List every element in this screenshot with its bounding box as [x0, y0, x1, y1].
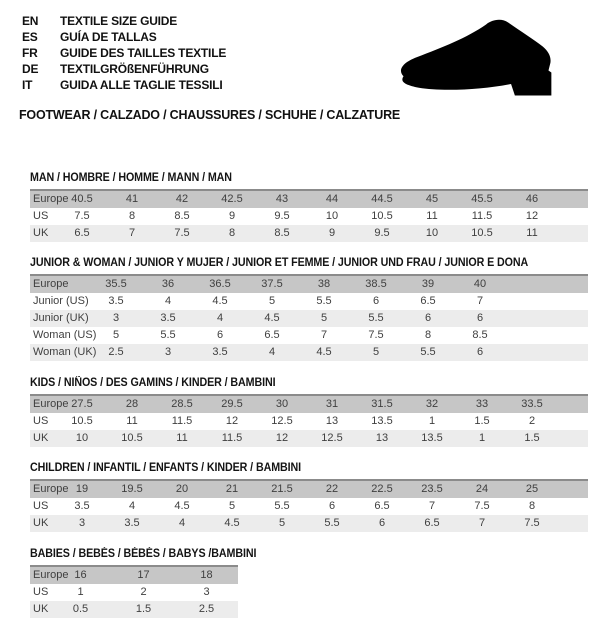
size-cell: 11 — [176, 432, 188, 444]
size-cell: 10 — [75, 432, 89, 444]
size-cell: 3.5 — [108, 295, 124, 307]
table-row — [30, 344, 588, 361]
size-cell: 31 — [325, 398, 339, 410]
row-spacer — [557, 481, 588, 498]
section-children — [30, 458, 588, 532]
size-cell: 7.5 — [74, 210, 90, 222]
size-cell: 38.5 — [365, 278, 387, 290]
size-cell: 37.5 — [261, 278, 283, 290]
language-label: GUIDA ALLE TAGLIE TESSILI — [60, 78, 223, 92]
row-spacer — [506, 293, 588, 310]
language-row — [22, 29, 226, 45]
size-cell: 13.5 — [371, 415, 393, 427]
table-row — [30, 515, 588, 532]
size-cell: 21.5 — [271, 483, 293, 495]
language-code: EN — [22, 14, 39, 28]
size-cell: 7 — [320, 329, 328, 341]
size-cell: 10 — [425, 227, 439, 239]
size-cell: 5 — [112, 329, 120, 341]
size-cell: 36 — [161, 278, 175, 290]
section-title-kids: KIDS / NIÑOS / DES GAMINS / KINDER / BAMBINI — [30, 377, 276, 389]
size-cell: 28 — [125, 398, 139, 410]
size-cell: 20 — [175, 483, 189, 495]
size-cell: 43 — [275, 193, 289, 205]
row-spacer — [557, 413, 588, 430]
size-cell: 10.5 — [71, 415, 93, 427]
size-cell: 12.5 — [271, 415, 293, 427]
size-cell: 3 — [203, 586, 210, 598]
size-cell: 28.5 — [171, 398, 193, 410]
table-row — [30, 327, 588, 344]
size-cell: 1 — [77, 586, 84, 598]
size-cell: 36.5 — [209, 278, 231, 290]
size-cell: 5.5 — [368, 312, 384, 324]
size-cell: 8 — [228, 227, 236, 239]
row-spacer — [557, 430, 588, 447]
row-spacer — [557, 225, 588, 242]
section-title-man: MAN / HOMBRE / HOMME / MANN / MAN — [30, 172, 232, 184]
table-header-row — [30, 481, 588, 498]
size-cell: 3 — [112, 312, 120, 324]
row-label: Junior (US) — [33, 295, 89, 307]
row-label: UK — [33, 603, 49, 615]
size-cell: 5.5 — [324, 517, 340, 529]
language-label: GUÍA DE TALLAS — [60, 30, 157, 44]
language-row — [22, 13, 226, 29]
size-cell: 3.5 — [212, 346, 228, 358]
dress-shoe-icon — [392, 14, 584, 104]
size-table-children — [30, 479, 588, 532]
size-cell: 8.5 — [472, 329, 488, 341]
size-cell: 39 — [421, 278, 435, 290]
size-cell: 22 — [325, 483, 339, 495]
size-cell: 11 — [426, 210, 438, 222]
table-header-row — [30, 396, 588, 413]
row-label: Europe — [33, 398, 69, 410]
table-row — [30, 601, 238, 618]
size-cell: 31.5 — [371, 398, 393, 410]
size-cell: 10.5 — [371, 210, 393, 222]
row-spacer — [506, 327, 588, 344]
row-label: UK — [33, 227, 49, 239]
language-label: GUIDE DES TAILLES TEXTILE — [60, 46, 227, 60]
row-label: UK — [33, 432, 49, 444]
row-label: US — [33, 210, 49, 222]
size-cell: 7 — [476, 295, 484, 307]
row-spacer — [506, 344, 588, 361]
row-label: US — [33, 500, 49, 512]
language-row — [22, 61, 226, 77]
table-row — [30, 413, 588, 430]
size-cell: 5 — [278, 517, 286, 529]
size-cell: 3.5 — [160, 312, 176, 324]
row-label: Woman (UK) — [33, 346, 97, 358]
size-cell: 3.5 — [124, 517, 140, 529]
size-cell: 4.5 — [224, 517, 240, 529]
section-title-babies: BABIES / BEBÉS / BÉBÉS / BABYS /BAMBINI — [30, 548, 257, 560]
language-label: TEXTILGRÖßENFÜHRUNG — [60, 62, 209, 76]
size-cell: 12.5 — [321, 432, 343, 444]
size-cell: 5.5 — [274, 500, 290, 512]
row-label: Woman (US) — [33, 329, 97, 341]
row-label: Europe — [33, 483, 69, 495]
row-label: Europe — [33, 278, 69, 290]
size-cell: 7 — [478, 517, 486, 529]
size-cell: 11.5 — [471, 210, 493, 222]
size-cell: 10.5 — [121, 432, 143, 444]
size-cell: 10.5 — [471, 227, 493, 239]
size-cell: 24 — [475, 483, 489, 495]
size-cell: 5.5 — [160, 329, 176, 341]
section-babies — [30, 544, 588, 618]
size-cell: 2.5 — [198, 603, 215, 615]
size-cell: 7.5 — [524, 517, 540, 529]
size-cell: 4 — [268, 346, 276, 358]
size-cell: 41 — [125, 193, 139, 205]
size-cell: 1.5 — [474, 415, 490, 427]
size-cell: 4.5 — [174, 500, 190, 512]
language-code: ES — [22, 30, 38, 44]
size-cell: 19.5 — [121, 483, 143, 495]
size-cell: 4 — [178, 517, 186, 529]
size-cell: 10 — [325, 210, 339, 222]
size-cell: 40 — [473, 278, 487, 290]
size-cell: 38 — [317, 278, 331, 290]
size-cell: 4.5 — [316, 346, 332, 358]
size-cell: 6.5 — [264, 329, 280, 341]
table-row — [30, 225, 588, 242]
size-cell: 25 — [525, 483, 539, 495]
size-cell: 4.5 — [264, 312, 280, 324]
size-cell: 6 — [372, 295, 380, 307]
size-cell: 32 — [425, 398, 439, 410]
table-header-row — [30, 567, 238, 584]
size-cell: 2 — [140, 586, 147, 598]
size-cell: 33.5 — [521, 398, 543, 410]
size-cell: 16 — [74, 569, 87, 581]
language-row — [22, 77, 226, 93]
size-cell: 44 — [325, 193, 339, 205]
size-cell: 45.5 — [471, 193, 493, 205]
row-spacer — [557, 498, 588, 515]
size-cell: 5 — [228, 500, 236, 512]
size-cell: 4.5 — [212, 295, 228, 307]
size-cell: 17 — [137, 569, 150, 581]
size-cell: 8.5 — [274, 227, 290, 239]
size-cell: 6 — [216, 329, 224, 341]
size-cell: 12 — [275, 432, 289, 444]
size-cell: 5 — [268, 295, 276, 307]
size-cell: 6 — [476, 312, 484, 324]
table-row — [30, 430, 588, 447]
size-cell: 6.5 — [420, 295, 436, 307]
size-cell: 3 — [78, 517, 86, 529]
size-table-junior-woman — [30, 274, 588, 361]
size-cell: 13 — [375, 432, 389, 444]
size-cell: 3.5 — [74, 500, 90, 512]
size-cell: 2 — [528, 415, 536, 427]
row-spacer — [557, 208, 588, 225]
size-cell: 13.5 — [421, 432, 443, 444]
size-cell: 8 — [528, 500, 536, 512]
size-cell: 7 — [128, 227, 136, 239]
table-header-row — [30, 276, 588, 293]
size-cell: 11 — [526, 227, 538, 239]
size-cell: 4 — [216, 312, 224, 324]
row-label: Junior (UK) — [33, 312, 89, 324]
size-cell: 7 — [428, 500, 436, 512]
size-cell: 40.5 — [71, 193, 93, 205]
size-cell: 7.5 — [474, 500, 490, 512]
size-cell: 6 — [476, 346, 484, 358]
size-cell: 1 — [428, 415, 436, 427]
size-cell: 22.5 — [371, 483, 393, 495]
size-cell: 35.5 — [105, 278, 127, 290]
size-cell: 4 — [128, 500, 136, 512]
size-cell: 1.5 — [135, 603, 152, 615]
language-code: IT — [22, 78, 33, 92]
size-cell: 5.5 — [316, 295, 332, 307]
row-label: US — [33, 415, 49, 427]
size-cell: 6 — [328, 500, 336, 512]
table-row — [30, 310, 588, 327]
size-cell: 13 — [325, 415, 339, 427]
language-code: DE — [22, 62, 39, 76]
size-table-man — [30, 189, 588, 242]
table-row — [30, 208, 588, 225]
language-row — [22, 45, 226, 61]
size-cell: 44.5 — [371, 193, 393, 205]
row-spacer — [557, 515, 588, 532]
size-cell: 5 — [320, 312, 328, 324]
size-cell: 7.5 — [368, 329, 384, 341]
category-title: FOOTWEAR / CALZADO / CHAUSSURES / SCHUHE / CALZATURE — [19, 108, 401, 122]
size-cell: 33 — [475, 398, 489, 410]
size-cell: 19 — [75, 483, 89, 495]
size-cell: 6 — [378, 517, 386, 529]
language-list — [22, 13, 226, 93]
size-cell: 12 — [225, 415, 239, 427]
table-header-row — [30, 191, 588, 208]
table-row — [30, 498, 588, 515]
size-cell: 8 — [128, 210, 136, 222]
language-label: TEXTILE SIZE GUIDE — [60, 14, 178, 28]
table-row — [30, 293, 588, 310]
section-junior-woman — [30, 253, 588, 361]
size-table-babies — [30, 565, 238, 618]
size-tables — [30, 168, 588, 618]
size-cell: 46 — [525, 193, 539, 205]
row-label: Europe — [33, 569, 69, 581]
size-cell: 6.5 — [374, 500, 390, 512]
size-cell: 0.5 — [72, 603, 89, 615]
size-cell: 4 — [164, 295, 172, 307]
size-cell: 30 — [275, 398, 289, 410]
size-cell: 11.5 — [171, 415, 193, 427]
size-cell: 27.5 — [71, 398, 93, 410]
row-spacer — [506, 310, 588, 327]
size-cell: 42 — [175, 193, 189, 205]
size-cell: 6 — [424, 312, 432, 324]
size-cell: 3 — [164, 346, 172, 358]
size-cell: 45 — [425, 193, 439, 205]
size-cell: 11 — [126, 415, 138, 427]
size-cell: 1.5 — [524, 432, 540, 444]
size-cell: 9.5 — [274, 210, 290, 222]
size-cell: 8 — [424, 329, 432, 341]
size-cell: 5 — [372, 346, 380, 358]
row-spacer — [557, 396, 588, 413]
size-cell: 21 — [225, 483, 239, 495]
row-label: Europe — [33, 193, 69, 205]
section-kids — [30, 373, 588, 447]
size-cell: 9.5 — [374, 227, 390, 239]
size-cell: 7.5 — [174, 227, 190, 239]
size-cell: 42.5 — [221, 193, 243, 205]
row-label: US — [33, 586, 49, 598]
size-cell: 5.5 — [420, 346, 436, 358]
language-code: FR — [22, 46, 38, 60]
section-man — [30, 168, 588, 242]
size-cell: 18 — [200, 569, 213, 581]
size-cell: 9 — [228, 210, 236, 222]
row-spacer — [506, 276, 588, 293]
size-cell: 2.5 — [108, 346, 124, 358]
section-title-children: CHILDREN / INFANTIL / ENFANTS / KINDER / BAMBINI — [30, 462, 302, 474]
table-row — [30, 584, 238, 601]
size-cell: 6.5 — [424, 517, 440, 529]
size-cell: 29.5 — [221, 398, 243, 410]
size-cell: 9 — [328, 227, 336, 239]
size-cell: 8.5 — [174, 210, 190, 222]
size-cell: 11.5 — [221, 432, 243, 444]
row-spacer — [557, 191, 588, 208]
size-table-kids — [30, 394, 588, 447]
row-label: UK — [33, 517, 49, 529]
size-cell: 1 — [478, 432, 486, 444]
section-title-junior-woman: JUNIOR & WOMAN / JUNIOR Y MUJER / JUNIOR ET FEMME / JUNIOR UND FRAU / JUNIOR E DONA — [30, 257, 529, 269]
size-cell: 12 — [525, 210, 539, 222]
size-cell: 6.5 — [74, 227, 90, 239]
size-cell: 23.5 — [421, 483, 443, 495]
